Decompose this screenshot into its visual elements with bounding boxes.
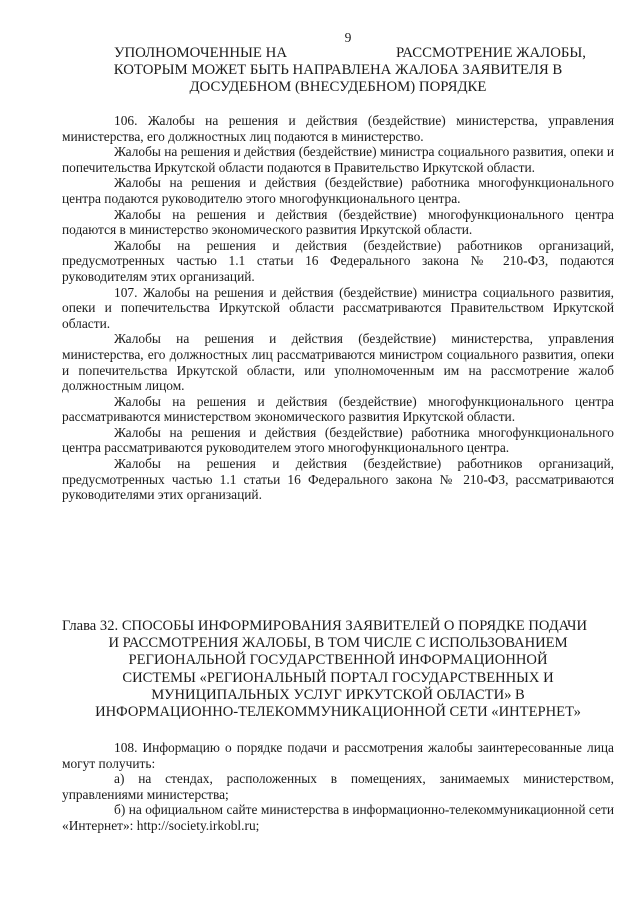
- paragraph: Жалобы на решения и действия (бездействие) работника многофункционального центра подаются руководителю этого многофункционального центра.: [62, 175, 614, 206]
- section-heading: [62, 45, 614, 96]
- paragraph: 106. Жалобы на решения и действия (бездействие) министерства, управления министерства, его должностных лиц подаются в министерство.: [62, 113, 614, 144]
- paragraph: а) на стендах, расположенных в помещениях, занимаемых министерством, управлениями министерства;: [62, 771, 614, 802]
- section-heading-line-1-right: РАССМОТРЕНИЕ ЖАЛОБЫ,: [395, 45, 586, 61]
- paragraph: б) на официальном сайте министерства в информационно-телекоммуникационной сети «Интернет»: http://society.irkobl.ru;: [62, 802, 614, 833]
- section-heading-line-1-left: УПОЛНОМОЧЕННЫЕ НА: [114, 45, 288, 61]
- paragraph: 108. Информацию о порядке подачи и рассмотрения жалобы заинтересованные лица могут получить:: [62, 740, 614, 771]
- paragraph: Жалобы на решения и действия (бездействие) министра социального развития, опеки и попечительства Иркутской области подаются в Правительство Иркутской области.: [62, 144, 614, 175]
- paragraph: Жалобы на решения и действия (бездействие) многофункционального центра подаются в министерство экономического развития Иркутской области.: [62, 206, 614, 238]
- chapter-heading: [62, 618, 614, 721]
- page-number: 9: [344, 30, 352, 45]
- chapter-heading-line: ИНФОРМАЦИОННО-ТЕЛЕКОММУНИКАЦИОННОЙ СЕТИ «ИНТЕРНЕТ»: [95, 704, 581, 721]
- section-heading-line-3: ДОСУДЕБНОМ (ВНЕСУДЕБНОМ) ПОРЯДКЕ: [189, 79, 487, 95]
- section-heading-line-1: [62, 45, 614, 62]
- chapter-heading-line: РЕГИОНАЛЬНОЙ ГОСУДАРСТВЕННОЙ ИНФОРМАЦИОННОЙ: [128, 652, 548, 669]
- paragraph: Жалобы на решения и действия (бездействие) многофункционального центра рассматриваются министерством экономического развития Иркутской области.: [62, 393, 614, 425]
- chapter-heading-line: СИСТЕМЫ «РЕГИОНАЛЬНЫЙ ПОРТАЛ ГОСУДАРСТВЕННЫХ И: [122, 669, 554, 686]
- chapter-heading-line: Глава 32. СПОСОБЫ ИНФОРМИРОВАНИЯ ЗАЯВИТЕЛЕЙ О ПОРЯДКЕ ПОДАЧИ: [62, 618, 588, 634]
- section-heading-line-2: КОТОРЫМ МОЖЕТ БЫТЬ НАПРАВЛЕНА ЖАЛОБА ЗАЯВИТЕЛЯ В: [113, 62, 563, 78]
- paragraph: Жалобы на решения и действия (бездействие) работников организаций, предусмотренных частью 1.1 статьи 16 Федерального закона № 210-ФЗ, подаются руководителям этих организаций.: [62, 237, 614, 284]
- body-text-section-32: [62, 740, 614, 834]
- chapter-heading-line: МУНИЦИПАЛЬНЫХ УСЛУГ ИРКУТСКОЙ ОБЛАСТИ» В: [151, 686, 525, 703]
- chapter-heading-line: И РАССМОТРЕНИЯ ЖАЛОБЫ, В ТОМ ЧИСЛЕ С ИСПОЛЬЗОВАНИЕМ: [108, 635, 568, 652]
- paragraph: Жалобы на решения и действия (бездействие) работников организаций, предусмотренных частью 1.1 статьи 16 Федерального закона № 210-ФЗ, рассматриваются руководителями этих организаций.: [62, 456, 614, 503]
- body-text-section-31: [62, 113, 614, 503]
- paragraph: 107. Жалобы на решения и действия (бездействие) министра социального развития, опеки и попечительства Иркутской области рассматриваются Правительством Иркутской области.: [62, 284, 614, 331]
- paragraph: Жалобы на решения и действия (бездействие) работника многофункционального центра рассматриваются руководителем этого многофункционального центра.: [62, 424, 614, 456]
- paragraph: Жалобы на решения и действия (бездействие) министерства, управления министерства, его должностных лиц рассматриваются министром социального развития, опеки и попечительства Иркутской области, или уполномоченным им на рассмотрение жалоб должностным лицом.: [62, 331, 614, 394]
